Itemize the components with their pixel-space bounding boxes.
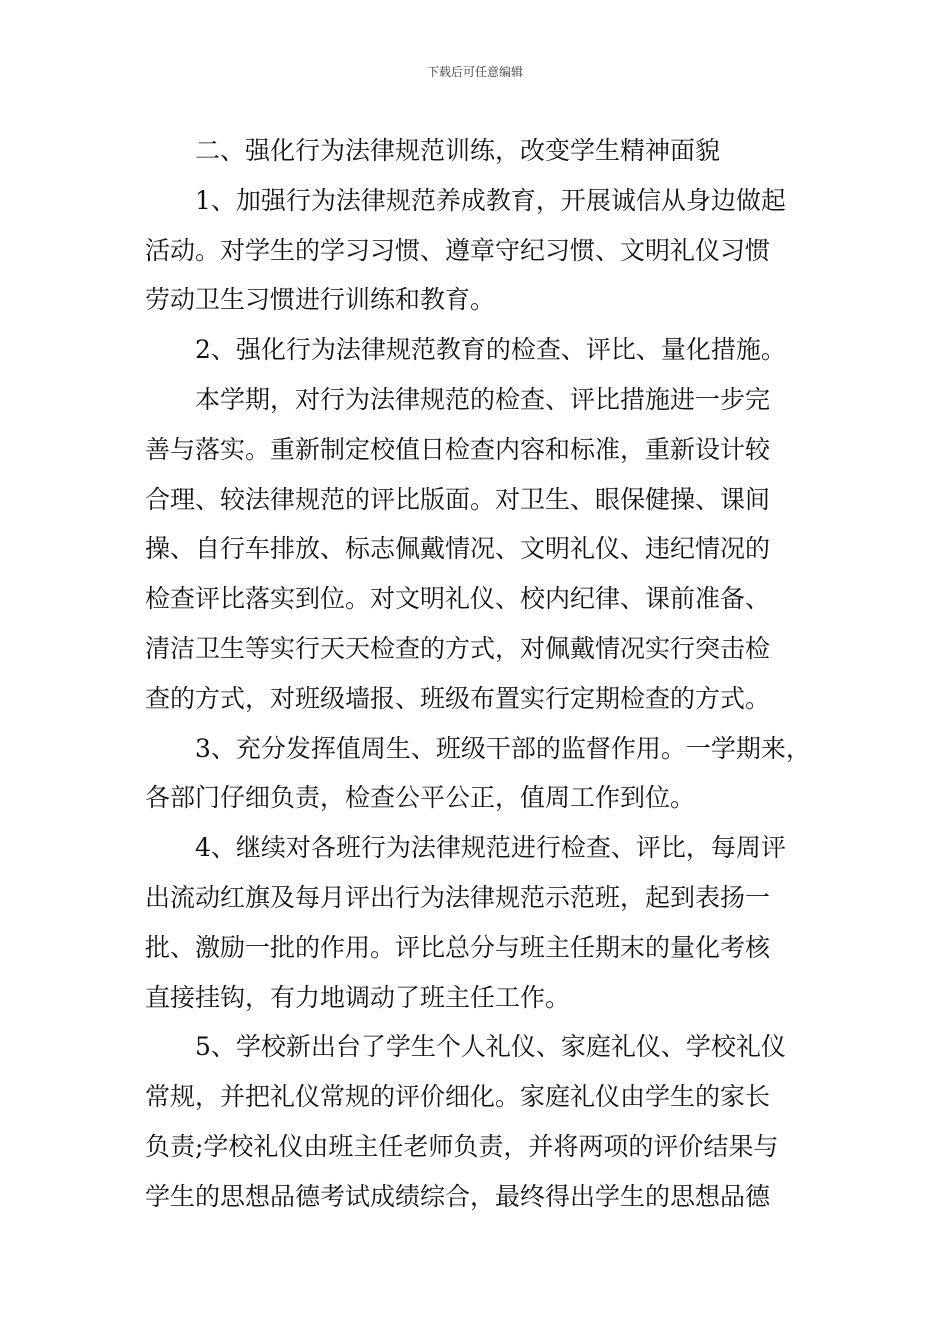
paragraph-line: 2、强化行为法律规范教育的检查、评比、量化措施。 <box>195 335 786 365</box>
paragraph-line: 各部门仔细负责，检查公平公正，值周工作到位。 <box>145 783 696 813</box>
paragraph-line: 合理、较法律规范的评比版面。对卫生、眼保健操、课间 <box>145 484 771 514</box>
paragraph-line: 学生的思想品德考试成绩综合，最终得出学生的思想品德 <box>145 1181 771 1211</box>
paragraph-line: 检查评比落实到位。对文明礼仪、校内纪律、课前准备、 <box>145 584 771 614</box>
section-heading: 二、强化行为法律规范训练，改变学生精神面貌 <box>195 136 721 165</box>
paragraph-line: 劳动卫生习惯进行训练和教育。 <box>145 285 496 315</box>
paragraph-line: 操、自行车排放、标志佩戴情况、文明礼仪、违纪情况的 <box>145 534 771 564</box>
paragraph-line: 批、激励一批的作用。评比总分与班主任期末的量化考核 <box>145 932 771 962</box>
paragraph-line: 1、加强行为法律规范养成教育，开展诚信从身边做起 <box>195 185 786 215</box>
paragraph-line: 常规，并把礼仪常规的评价细化。家庭礼仪由学生的家长 <box>145 1082 771 1112</box>
paragraph-line: 4、继续对各班行为法律规范进行检查、评比，每周评 <box>195 833 786 863</box>
page-header: 下载后可任意编辑 <box>426 65 523 79</box>
paragraph-line: 本学期，对行为法律规范的检查、评比措施进一步完 <box>195 384 771 414</box>
paragraph-line: 负责;学校礼仪由班主任老师负责，并将两项的评价结果与 <box>145 1131 779 1161</box>
paragraph-line: 直接挂钩，有力地调动了班主任工作。 <box>145 982 571 1012</box>
paragraph-line: 5、学校新出台了学生个人礼仪、家庭礼仪、学校礼仪 <box>195 1032 786 1062</box>
paragraph-line: 3、充分发挥值周生、班级干部的监督作用。一学期来， <box>195 733 811 763</box>
paragraph-line: 清洁卫生等实行天天检查的方式，对佩戴情况实行突击检 <box>145 633 771 663</box>
paragraph-line: 活动。对学生的学习习惯、遵章守纪习惯、文明礼仪习惯 <box>145 235 771 265</box>
paragraph-line: 出流动红旗及每月评出行为法律规范示范班，起到表扬一 <box>145 882 771 912</box>
paragraph-line: 查的方式，对班级墙报、班级布置实行定期检查的方式。 <box>145 683 771 713</box>
paragraph-line: 善与落实。重新制定校值日检查内容和标准，重新设计较 <box>145 434 771 464</box>
document-body <box>145 126 817 1222</box>
